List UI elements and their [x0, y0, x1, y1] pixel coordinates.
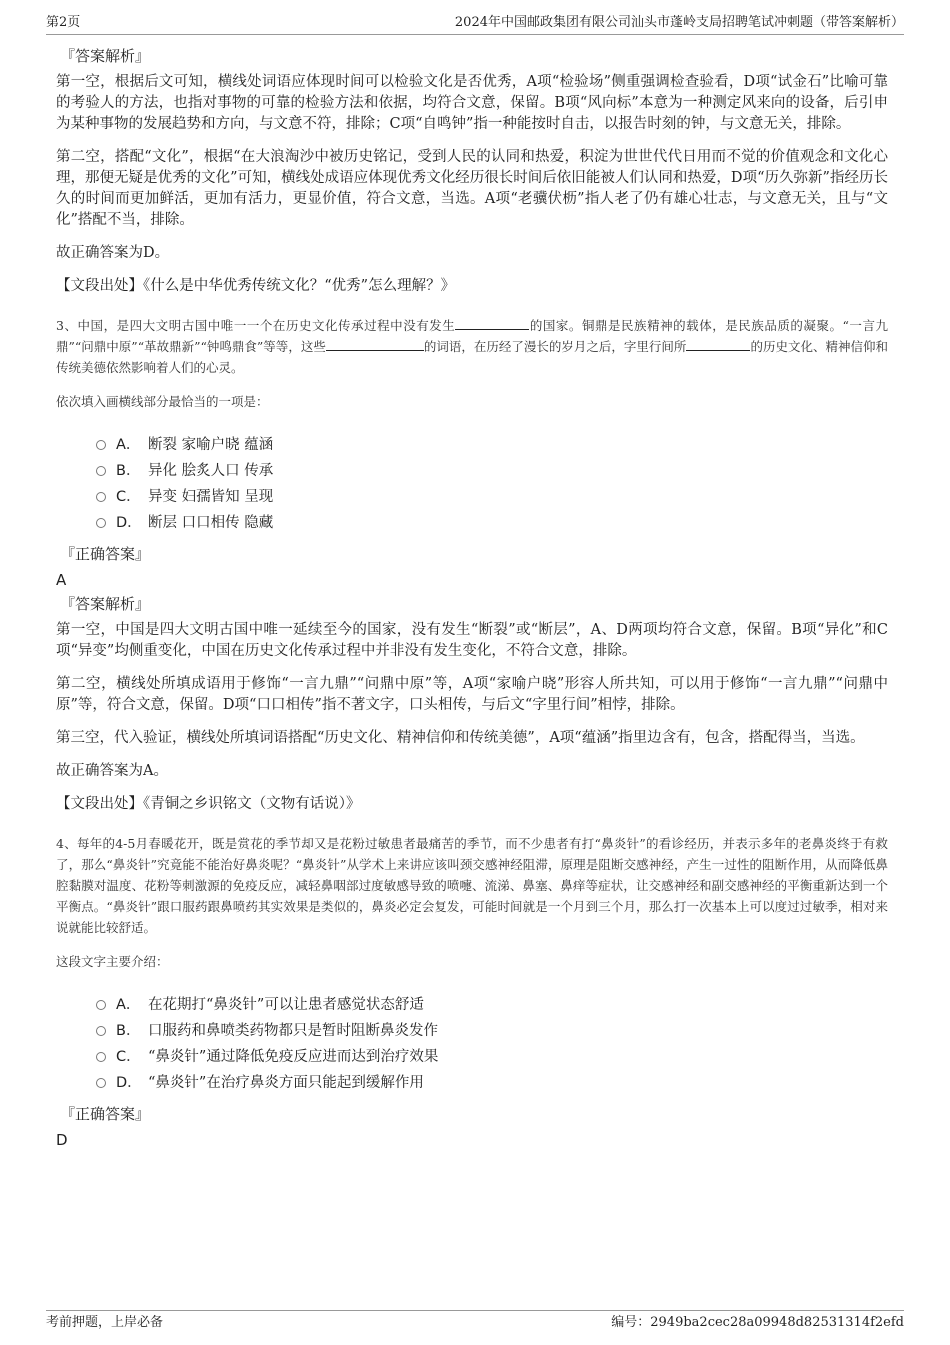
option-text: “鼻炎针”通过降低免疫反应进而达到治疗效果: [148, 1049, 439, 1065]
question-3-stem: 依次填入画横线部分最恰当的一项是：: [56, 394, 269, 409]
option-key: D．: [116, 515, 142, 531]
document-title: 2024年中国邮政集团有限公司汕头市蓬岭支局招聘笔试冲刺题（带答案解析）: [454, 15, 904, 30]
option-text: 口服药和鼻喷类药物都只是暂时阻断鼻炎发作: [148, 1023, 438, 1039]
radio-icon[interactable]: [96, 1078, 106, 1088]
page-footer: [46, 1310, 904, 1333]
option-c[interactable]: [96, 1044, 888, 1070]
analysis-conclusion: 故正确答案为A。: [56, 763, 168, 779]
fill-blank: [455, 315, 529, 330]
option-a[interactable]: [96, 992, 888, 1018]
source-citation: 【文段出处】《青铜之乡识铭文（文物有话说）》: [56, 796, 361, 812]
option-text: 断裂 家喻户晓 蕴涵: [148, 437, 274, 453]
footer-slogan: 考前押题，上岸必备: [46, 1315, 164, 1330]
radio-icon[interactable]: [96, 1052, 106, 1062]
analysis-label: 『答案解析』: [60, 595, 151, 613]
question-4-stem: 这段文字主要介绍：: [56, 954, 169, 969]
fill-blank: [326, 336, 424, 351]
question-3-part: 的历史文化、精神信仰和传统美德依然影响着人们的心灵。: [56, 339, 888, 375]
option-text: 在花期打“鼻炎针”可以让患者感觉状态舒适: [148, 997, 424, 1013]
page-content: [56, 44, 888, 1152]
option-text: 异化 脍炙人口 传承: [148, 463, 274, 479]
option-text: “鼻炎针”在治疗鼻炎方面只能起到缓解作用: [148, 1075, 424, 1091]
option-d[interactable]: [96, 510, 888, 536]
option-text: 断层 口口相传 隐藏: [148, 515, 274, 531]
question-3-options: [96, 432, 888, 536]
correct-answer: D: [56, 1131, 68, 1149]
correct-answer-label: 『正确答案』: [60, 545, 151, 563]
fill-blank: [686, 336, 750, 351]
radio-icon[interactable]: [96, 440, 106, 450]
radio-icon[interactable]: [96, 492, 106, 502]
correct-answer-label: 『正确答案』: [60, 1105, 151, 1123]
question-4-text: 4、每年的4-5月春暖花开，既是赏花的季节却又是花粉过敏患者最痛苦的季节，而不少患者有打“鼻炎针”的看诊经历，并表示多年的老鼻炎终于有救了，那么“鼻炎针”究竟能不能治好鼻炎呢？“鼻炎针”从学术上来讲应该叫颈交感神经阻滞，原理是阻断交感神经，产生一过性的阻断作用，从而降低鼻腔黏膜对温度、花粉等刺激源的免疫反应，减轻鼻咽部过度敏感导致的喷嚏、流涕、鼻塞、鼻痒等症状，让交感神经和副交感神经的平衡重新达到一个平衡点。“鼻炎针”跟口服药跟鼻喷药其实效果是类似的，鼻炎必定会复发，可能时间就是一个月到三个月，那么打一次基本上可以度过过敏季，相对来说就能比较舒适。: [56, 836, 888, 935]
analysis-paragraph: 第一空，根据后文可知，横线处词语应体现时间可以检验文化是否优秀，A项“检验场”侧重强调检查验看，D项“试金石”比喻可靠的考验人的方法，也指对事物的可靠的检验方法和依据，均符合文意，保留。B项“风向标”本意为一种测定风来向的设备，后引申为某种事物的发展趋势和方向，与文意不符，排除；C项“自鸣钟”指一种能按时自击，以报告时刻的钟，与文意无关，排除。: [56, 74, 888, 132]
question-3-part: 的国家。铜鼎是民族精神的载体，是民族品质的凝聚。“一言九鼎”“问鼎中原”“革故鼎新”“钟鸣鼎食”等等，这些: [56, 318, 888, 354]
option-key: C．: [116, 489, 141, 505]
option-key: A．: [116, 997, 141, 1013]
question-4-options: [96, 992, 888, 1096]
source-citation: 【文段出处】《什么是中华优秀传统文化？“优秀”怎么理解？》: [56, 278, 456, 294]
radio-icon[interactable]: [96, 466, 106, 476]
question-3-text: [56, 315, 888, 378]
radio-icon[interactable]: [96, 518, 106, 528]
option-key: C．: [116, 1049, 141, 1065]
option-key: B．: [116, 1023, 141, 1039]
question-3-part: 的词语，在历经了漫长的岁月之后，字里行间所: [423, 339, 687, 354]
question-3-part: 3、中国，是四大文明古国中唯一一个在历史文化传承过程中没有发生: [56, 318, 456, 333]
option-b[interactable]: [96, 1018, 888, 1044]
option-text: 异变 妇孺皆知 呈现: [148, 489, 274, 505]
analysis-paragraph: 第一空，中国是四大文明古国中唯一延续至今的国家，没有发生“断裂”或“断层”，A、D两项均符合文意，保留。B项“异化”和C项“异变”均侧重变化，中国在历史文化传承过程中并非没有发生变化，不符合文意，排除。: [56, 622, 888, 659]
page-header: [46, 12, 904, 35]
analysis-paragraph: 第三空，代入验证，横线处所填词语搭配“历史文化、精神信仰和传统美德”，A项“蕴涵”指里边含有，包含，搭配得当，当选。: [56, 730, 865, 746]
option-key: A．: [116, 437, 141, 453]
option-key: D．: [116, 1075, 142, 1091]
option-c[interactable]: [96, 484, 888, 510]
option-d[interactable]: [96, 1070, 888, 1096]
analysis-label: 『答案解析』: [60, 47, 151, 65]
option-a[interactable]: [96, 432, 888, 458]
correct-answer: A: [56, 571, 67, 589]
page-number: 第2页: [46, 15, 81, 30]
radio-icon[interactable]: [96, 1000, 106, 1010]
document-id: 编号：2949ba2cec28a09948d82531314f2efd: [611, 1315, 904, 1330]
radio-icon[interactable]: [96, 1026, 106, 1036]
analysis-paragraph: 第二空，搭配“文化”，根据“在大浪淘沙中被历史铭记，受到人民的认同和热爱，积淀为世世代代日用而不觉的价值观念和文化心理，那便无疑是优秀的文化”可知，横线处成语应体现优秀文化经历很长时间后依旧能被人们认同和热爱，D项“历久弥新”指经历长久的时间而更加鲜活，更加有活力，更显价值，符合文意，当选。A项“老骥伏枥”指人老了仍有雄心壮志，与文意无关，且与“文化”搭配不当，排除。: [56, 149, 888, 228]
option-b[interactable]: [96, 458, 888, 484]
analysis-paragraph: 第二空，横线处所填成语用于修饰“一言九鼎”“问鼎中原”等，A项“家喻户晓”形容人所共知，可以用于修饰“一言九鼎”“问鼎中原”等，符合文意，保留。D项“口口相传”指不著文字，口头相传，与后文“字里行间”相悖，排除。: [56, 676, 888, 713]
option-key: B．: [116, 463, 141, 479]
analysis-conclusion: 故正确答案为D。: [56, 245, 170, 261]
